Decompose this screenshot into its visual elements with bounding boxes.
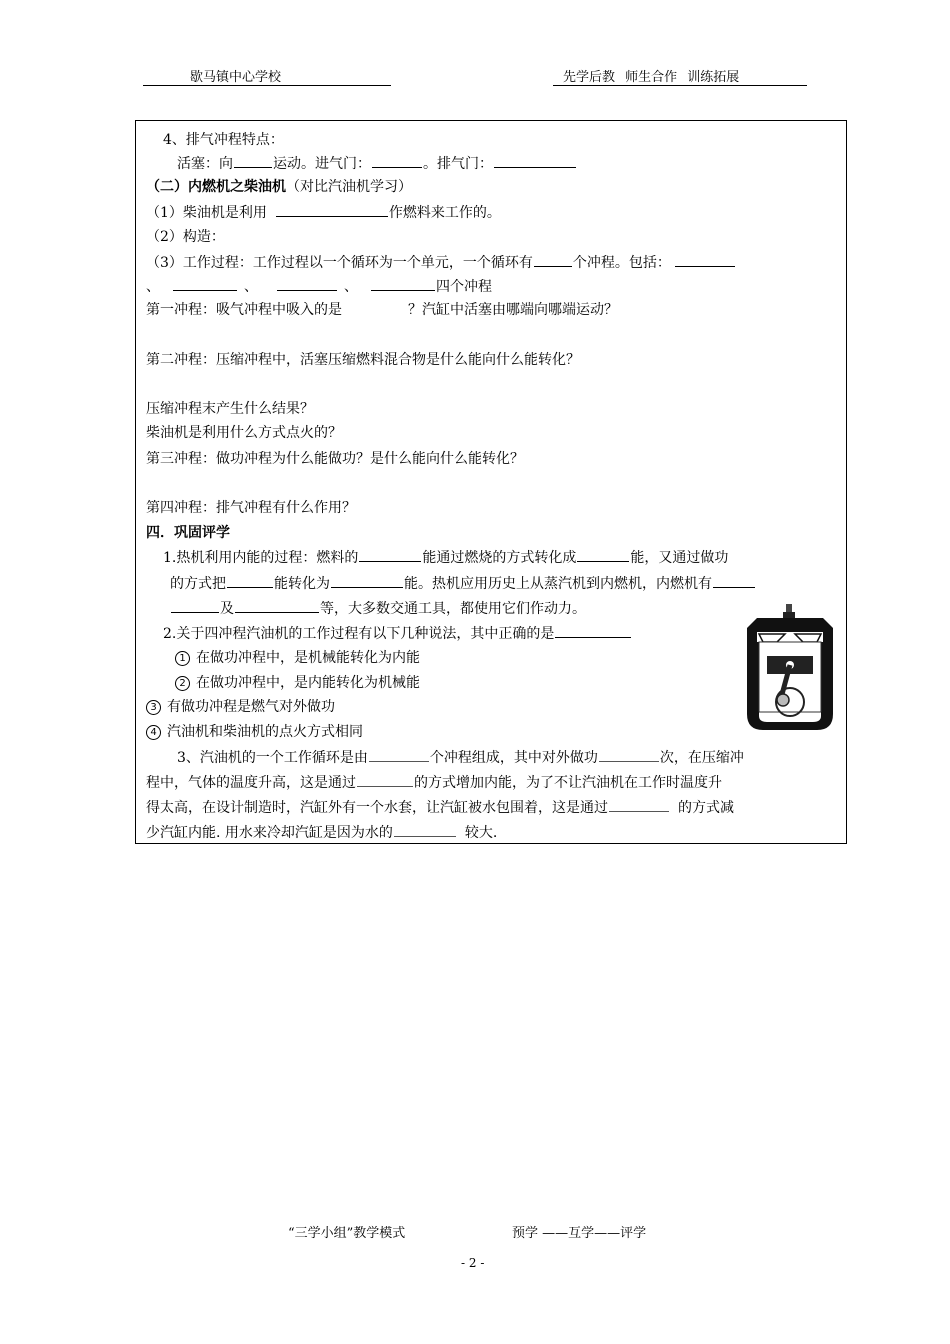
header-rule-right (553, 85, 807, 86)
question-3-line-3: 得太高，在设计制造时，汽缸外有一个水套，让汽缸被水包围着，这是通过 的方式减 (146, 797, 734, 818)
section-four-heading: 四．巩固评学 (146, 525, 230, 541)
question-1-line-2: 的方式把 能转化为 能。热机应用历史上从蒸汽机到内燃机，内燃机有 (170, 573, 756, 594)
header-school: 歇马镇中心学校 (190, 70, 282, 85)
footer-mode: “三学小组”教学模式 (288, 1226, 406, 1241)
question-1-line-3: 及 等，大多数交通工具，都使用它们作动力。 (170, 598, 586, 619)
diesel-process-line: （3）工作过程：工作过程以一个循环为一个单元，一个循环有 个冲程。包括： (146, 252, 736, 273)
diesel-structure: （2）构造： (146, 229, 225, 245)
engine-cylinder-diagram-icon (745, 602, 835, 732)
second-stroke-question: 第二冲程：压缩冲程中，活塞压缩燃料混合物是什么能向什么能转化？ (146, 352, 580, 368)
option-3: 3 有做功冲程是燃气对外做功 (146, 697, 335, 717)
ignition-question: 柴油机是利用什么方式点火的？ (146, 425, 342, 441)
diesel-strokes-line: 、 、 、 四个冲程 (146, 276, 492, 297)
exhaust-features: 活塞：向 运动。进气门： 。排气门： (177, 153, 577, 174)
option-2: 2 在做功冲程中，是内能转化为机械能 (175, 673, 420, 693)
third-stroke-question: 第三冲程：做功冲程为什么能做功？是什么能向什么能转化？ (146, 451, 524, 467)
compression-result-question: 压缩冲程末产生什么结果？ (146, 401, 314, 417)
page-number: - 2 - (461, 1256, 485, 1270)
fourth-stroke-question: 第四冲程：排气冲程有什么作用？ (146, 500, 356, 516)
diesel-fuel-line: （1）柴油机是利用 作燃料来工作的。 (146, 202, 501, 223)
option-1: 1 在做功冲程中，是机械能转化为内能 (175, 648, 420, 668)
exhaust-title: 4、排气冲程特点： (163, 132, 284, 148)
question-3-line-4: 少汽缸内能. 用水来冷却汽缸是因为水的 较大. (146, 822, 497, 843)
first-stroke-question: 第一冲程：吸气冲程中吸入的是 ？汽缸中活塞由哪端向哪端运动？ (146, 302, 618, 318)
question-1-line-1: 1.热机利用内能的过程：燃料的 能通过燃烧的方式转化成 能，又通过做功 (163, 547, 728, 568)
question-3-line-1: 3、汽油机的一个工作循环是由 个冲程组成，其中对外做功 次，在压缩冲 (177, 747, 744, 768)
header-motto: 先学后教 师生合作 训练拓展 (563, 70, 740, 85)
diesel-heading: （二）内燃机之柴油机（对比汽油机学习） (146, 179, 412, 195)
question-2: 2.关于四冲程汽油机的工作过程有以下几种说法，其中正确的是 (163, 623, 632, 644)
option-4: 4 汽油机和柴油机的点火方式相同 (146, 722, 363, 742)
question-3-line-2: 程中，气体的温度升高，这是通过 的方式增加内能，为了不让汽油机在工作时温度升 (146, 772, 722, 793)
header-rule-left (143, 85, 391, 86)
footer-stages: 预学 ——互学——评学 (512, 1226, 647, 1241)
